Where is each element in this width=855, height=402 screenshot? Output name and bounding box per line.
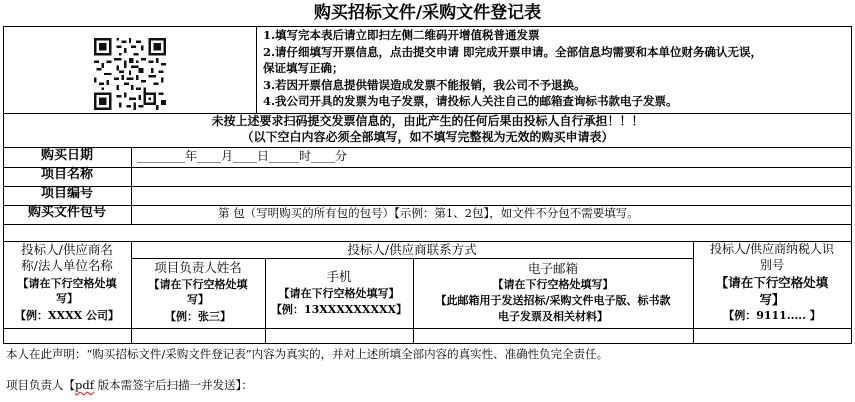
purchase-date-label: 购买日期 [40,148,93,163]
project-no-label: 项目编号 [40,186,93,201]
person-example: 【例：张三】 [165,310,231,323]
notice-3: 3.若因开票信息提供错误造成发票不能报销，我公司不予退换。 [263,78,586,92]
package-field[interactable]: 第 包（写明购买的所有包的包号）【示例：第1、2包】，如文件不分包不需要填写。 [218,206,639,220]
tax-head-1: 投标人/供应商纳税人识 [709,242,835,256]
person-input[interactable] [132,329,265,343]
page-title: 购买招标文件/采购文件登记表 [313,3,542,23]
bidder-name-head-2: 称/法人单位名称 [21,258,113,273]
tax-id-input[interactable] [694,329,851,343]
notice-1: 1.填写完本表后请立即扫左侧二维码开增值税普通发票 [263,28,540,42]
warning-text: 未按上述要求扫码提交发票信息的，由此产生的任何后果由投标人自行承担！！！ [211,114,644,128]
purchase-date-field[interactable]: ________年____月____日_____时____分 [137,149,348,163]
project-no-field[interactable] [132,187,851,205]
email-input[interactable] [414,329,693,343]
signature-pdf: pdf [75,378,94,392]
tax-note-1: 【请在下行空格处填 [715,275,829,290]
signature-line [6,379,253,392]
email-head: 电子邮箱 [527,261,578,276]
phone-note: 【请在下行空格处填写】 [278,287,400,300]
phone-example: 【例：13XXXXXXXXX】 [270,303,408,316]
package-label: 购买文件包号 [27,205,106,220]
bidder-name-head-1: 投标人/供应商名 [21,242,113,257]
phone-head: 手机 [326,269,352,284]
bidder-name-note-2: 写】 [56,292,78,305]
bidder-name-input[interactable] [4,329,131,343]
bidder-name-example: 【例：XXXX 公司】 [15,309,119,322]
declaration-text: 本人在此声明：“购买招标文件/采购文件登记表”内容为真实的，并对上述所填全部内容的真实性、准确性负完全责任。 [6,347,609,361]
tax-head-2: 别号 [759,258,784,272]
person-head: 项目负责人姓名 [154,260,242,275]
email-note: 【请在下行空格处填写】 [492,278,614,291]
project-name-field[interactable] [132,168,851,186]
project-name-label: 项目名称 [40,167,93,182]
notice-2-cont: 保证填写正确； [263,61,344,75]
notice-4: 4.我公司开具的发票为电子发票，请投标人关注自己的邮箱查询标书款电子发票。 [263,94,678,108]
person-note-1: 【请在下行空格处填 [148,278,248,291]
phone-input[interactable] [266,329,413,343]
tax-note-2: 写】 [759,292,785,307]
signature-prefix: 项目负责人【 [6,378,75,392]
tax-example: 【例：9111..... 】 [723,309,821,322]
signature-suffix: 版本需签字后扫描一并发送】： [93,378,253,392]
qr-code[interactable] [94,38,166,110]
notice-2: 2.请仔细填写开票信息，点击提交申请 即完成开票申请。全部信息均需要和本单位财务确认无误， [263,45,763,59]
warning-subtext: （以下空白内容必须全部填写，如不填写完整视为无效的购买申请表） [241,130,614,144]
contact-header: 投标人/供应商联系方式 [347,242,477,257]
email-desc-1: 【此邮箱用于发送招标/采购文件电子版、标书款 [435,294,671,307]
person-note-2: 写】 [187,293,209,306]
email-desc-2: 电子发票及相关材料】 [498,310,608,323]
bidder-name-note-1: 【请在下行空格处填 [17,277,117,290]
